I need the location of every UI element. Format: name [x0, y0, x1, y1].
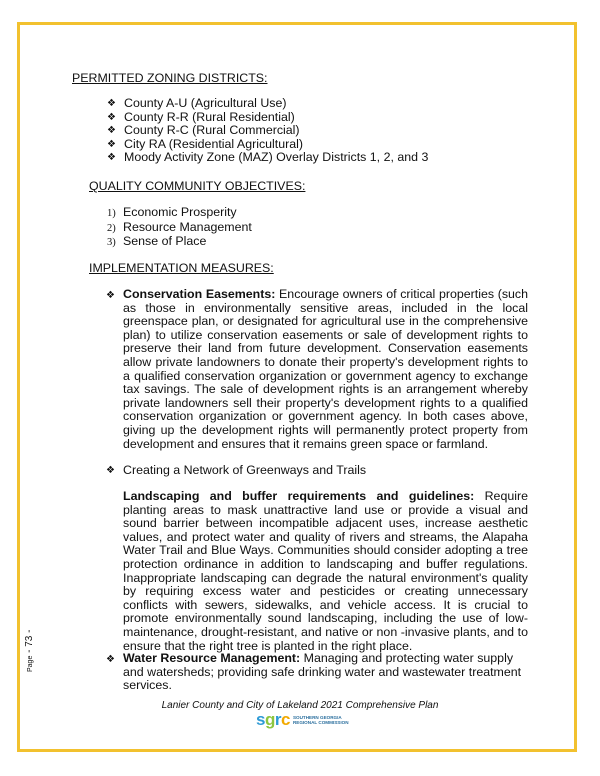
logo-letter: c: [280, 710, 290, 729]
item-text: Sense of Place: [123, 234, 207, 249]
water-body: Managing and protecting water supply and watersheds; providing safe drinking water and wastewater treatment services.: [123, 651, 522, 693]
item-text: Resource Management: [123, 219, 252, 234]
page-number: [24, 630, 35, 672]
logo-letter: s: [256, 710, 265, 729]
sgrc-logo: [256, 711, 349, 728]
objectives-list: [107, 206, 252, 250]
list-item: ❖ County R-R (Rural Residential): [107, 111, 428, 125]
item-number: 1): [107, 208, 116, 219]
list-item: [107, 221, 252, 236]
list-item: ❖ County R-C (Rural Commercial): [107, 124, 428, 138]
bullet-icon: ❖: [106, 654, 115, 665]
bullet-icon: ❖: [106, 465, 115, 476]
item-text: Economic Prosperity: [123, 205, 237, 219]
logo-letter: r: [274, 710, 281, 729]
logo-line: SOUTHERN GEORGIA: [292, 714, 342, 720]
list-item: ❖ City RA (Residential Agricultural): [107, 138, 428, 152]
greenways-item: Creating a Network of Greenways and Trails: [123, 463, 367, 477]
page-number-value: - 73 -: [24, 629, 35, 653]
logo-subtitle: [293, 715, 349, 725]
list-item: ❖ Moody Activity Zone (MAZ) Overlay Districts 1, 2, and 3: [107, 151, 428, 165]
objectives-heading: QUALITY COMMUNITY OBJECTIVES:: [89, 179, 306, 193]
list-item: [107, 206, 252, 221]
permitted-list: [107, 97, 428, 165]
landscaping-paragraph: [123, 490, 528, 653]
item-number: 3): [107, 237, 116, 249]
water-title: Water Resource Management:: [123, 651, 301, 665]
measures-heading: IMPLEMENTATION MEASURES:: [89, 261, 274, 275]
water-paragraph: [123, 652, 528, 693]
logo-line: REGIONAL COMMISSION: [292, 719, 349, 725]
list-item: ❖ County A-U (Agricultural Use): [107, 97, 428, 111]
item-number: 2): [107, 222, 116, 234]
conservation-paragraph: [123, 288, 528, 451]
logo-letter: g: [264, 710, 275, 729]
landscaping-title: Landscaping and buffer requirements and guidelines:: [123, 489, 475, 503]
footer-plan-title: Lanier County and City of Lakeland 2021 Comprehensive Plan: [161, 700, 439, 711]
logo-wordmark: [256, 711, 290, 728]
list-item: [107, 235, 252, 250]
bullet-icon: ❖: [106, 290, 115, 301]
page-label: Page: [27, 655, 34, 672]
landscaping-body: Require planting areas to mask unattractive land use or provide a visual and sound barrier between incompatible adjacent uses, increase aesthetic values, and protect water and quality of rivers and streams, the Alapaha Water Trail and Blue Ways. Communities should consider adopting a tree protection ordinance in addition to landscaping and buffer regulations. Inappropriate landscaping can degrade the natural environment's quality by requiring excess water and pesticides or creating unnecessary conflicts with sewers, sidewalks, and vehicle access. It is crucial to promote environmentally sound landscaping, including the use of low-maintenance, drought-resistant, and native or non -invasive plants, and to ensure that the right tree is planted in the right place.: [123, 489, 528, 653]
conservation-title: Conservation Easements:: [123, 287, 276, 301]
permitted-heading: PERMITTED ZONING DISTRICTS:: [72, 71, 268, 85]
conservation-body: Encourage owners of critical properties (such as those in environmentally sensitive areas, included in the local greenspace plan, or designated for agricultural use in the comprehensive plan) to utilize conservation easements or sale of development rights to preserve their land from future development. Conservation easements allow private landowners to donate their property's development rights to a qualified conservation organization or government agency to exchange tax savings. The sale of development rights is an arrangement whereby private landowners sell their property's development rights to a qualified conservation organization or government agency. In both cases above, giving up the development rights will permanently protect property from development and ensures that it remains green space or farmland.: [123, 287, 528, 451]
